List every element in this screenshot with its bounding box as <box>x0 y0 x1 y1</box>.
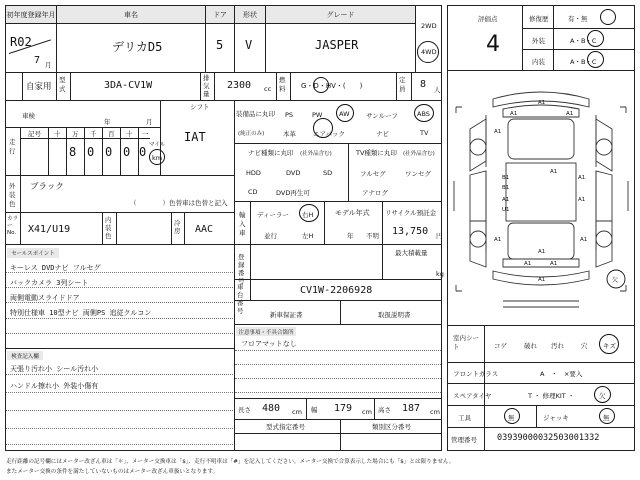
score-label: 評価点 <box>478 15 498 23</box>
navi-hdd: HDD <box>246 169 261 177</box>
footer-line-2: またメーター交換の条件を満たしていないものはメーター改ざん車扱いとなります。 <box>6 469 219 475</box>
shape-value: V <box>245 38 253 52</box>
equipment-abs: ABS <box>417 110 430 118</box>
mark-hood-left: A1 <box>510 111 518 117</box>
mark-door-fl: B1 <box>502 175 510 181</box>
mark-quarter-right: A1 <box>580 237 588 243</box>
glass-label: フロントガラス <box>453 370 499 378</box>
fuel-options: G・D・HV・( ) <box>301 82 363 90</box>
car-name: デリカD5 <box>112 40 163 54</box>
equipment-tv: TV <box>420 129 429 137</box>
spare-missing: 欠 <box>599 392 606 400</box>
navi-dvd: DVD <box>286 169 301 177</box>
unit-label-juu: 十 <box>126 130 133 138</box>
grade-header: グレード <box>266 6 415 23</box>
model-code: 3DA-CV1W <box>104 80 153 91</box>
displacement-unit: cc <box>264 85 272 93</box>
model-label: 型式 <box>59 76 66 93</box>
equipment-sublabel: (純正のみ) <box>238 131 265 137</box>
seat-opt-scratch: キズ <box>603 342 616 350</box>
mileage-digit-1: 8 <box>69 145 77 159</box>
exterior-label: 外装色 <box>9 182 16 208</box>
ac-value: AAC <box>195 224 214 235</box>
mark-door-fr: A1 <box>578 175 586 181</box>
mark-hood-right: A1 <box>566 111 574 117</box>
score-value: 4 <box>486 32 500 57</box>
navi-label: ナビ種類に丸印 <box>248 149 294 157</box>
sales-points-label: セールスポイント <box>7 248 59 258</box>
jack-value: 無 <box>603 414 610 422</box>
mark-rear-right: A1 <box>550 261 558 267</box>
import-parallel: 並行 <box>264 232 277 240</box>
manual: 取扱説明書 <box>378 311 411 319</box>
displacement-label: 排気量 <box>203 74 210 98</box>
exterior-color: ブラック <box>30 182 64 192</box>
inspection-month-unit: 月 <box>146 118 153 126</box>
use-type: 自家用 <box>26 82 52 92</box>
inspector-line-2: ハンドル擦れ小 外装小傷有 <box>10 382 99 390</box>
class-number-label: 類別区分番号 <box>372 423 411 431</box>
recycle-label: リサイクル預託金 <box>385 209 437 217</box>
repair-label: 修復歴 <box>529 15 549 23</box>
tv-suffix: (社外品含む) <box>403 151 435 157</box>
glass-options: A ・ ×要入 <box>540 370 583 378</box>
car-name-header: 車名 <box>57 6 205 23</box>
mark-rear-bumper: A1 <box>538 277 546 283</box>
length-value: 480 <box>262 403 281 414</box>
car-damage-diagram <box>448 71 634 325</box>
seat-opt-dirt: 汚れ <box>551 342 564 350</box>
capacity-label: 定員 <box>399 76 406 93</box>
chassis-value: CV1W-2206928 <box>300 285 373 296</box>
type-spec-label: 型式指定番号 <box>266 423 305 431</box>
mileage-unit-km: km <box>152 154 163 162</box>
int-grade-label: 内装 <box>532 58 545 66</box>
width-value: 179 <box>334 403 353 414</box>
unit-label-man: 万 <box>72 130 79 138</box>
mark-door-rl: A1 <box>502 197 510 203</box>
fuel-label: 燃料 <box>279 76 286 93</box>
unit-label-sen: 千 <box>90 130 97 138</box>
mark-sill-left: U1 <box>502 207 510 213</box>
mark-rear-left: A1 <box>524 261 532 267</box>
tools-value: 無 <box>508 414 515 422</box>
repair-none-circle <box>600 9 616 25</box>
width-label: 幅 <box>311 406 318 414</box>
equipment-navi: ナビ <box>376 130 389 138</box>
import-right: 右H <box>302 211 314 219</box>
ext-grade-options: A・B・C <box>570 37 597 45</box>
int-b-circle <box>587 51 604 68</box>
sales-line-3: 両側電動スライドドア <box>10 294 80 302</box>
import-left: 左H <box>302 232 314 240</box>
navi-dvd-play: DVD再生可 <box>276 189 310 197</box>
shift-label: シフト <box>190 103 210 111</box>
registration-label: 登録番号 <box>238 253 245 285</box>
ext-grade-label: 外装 <box>532 37 545 45</box>
mark-front-bumper: A1 <box>538 100 546 106</box>
length-label: 長さ <box>238 406 251 414</box>
inspection-label: 車検 <box>22 112 35 120</box>
load-label: 最大積載量 <box>395 249 428 257</box>
length-unit: cm <box>292 408 302 416</box>
tv-oneseg: ワンセグ <box>405 170 431 178</box>
seat-opt-tear: 破れ <box>524 342 537 350</box>
seat-opt-koge: コゲ <box>494 342 507 350</box>
sales-line-4: 特別仕様車 10型ナビ 両側PS 追従クルコン <box>10 309 152 317</box>
navi-suffix: (社外品含む) <box>300 151 332 157</box>
mileage-label: 走行 <box>9 138 16 155</box>
navi-cd: CD <box>248 188 258 196</box>
height-label: 高さ <box>378 406 391 414</box>
mileage-digit-5: 0 <box>139 145 147 159</box>
equipment-aw: AW <box>339 110 350 118</box>
mark-quarter-left: A1 <box>494 237 502 243</box>
transmission-value: IAT <box>184 130 206 144</box>
model-year-unit: 年 <box>347 232 354 240</box>
spare-label: スペアタイヤ <box>453 392 492 400</box>
mgmt-number: 03939000032503001332 <box>497 433 600 443</box>
recycle-unit: 円 <box>436 232 443 240</box>
import-dealer: ディーラー <box>257 211 289 219</box>
seat-label: 室内シート <box>453 334 479 351</box>
equipment-ps: PS <box>285 111 294 119</box>
ext-b-circle <box>587 30 604 47</box>
unit-label-sym: 記号 <box>28 130 41 138</box>
height-unit: cm <box>430 408 440 416</box>
spare-options: T ・ 修理KIT ・ <box>528 392 575 400</box>
mileage-digit-4: 0 <box>123 145 131 159</box>
mileage-digit-3: 0 <box>105 145 113 159</box>
tools-label: 工具 <box>458 414 471 422</box>
reg-year: R02 <box>10 35 32 49</box>
shape-header: 形状 <box>235 6 265 23</box>
drive-2wd: 2WD <box>421 22 437 30</box>
unit-label-ichi: 一 <box>142 130 149 138</box>
unit-label-ten-thousand-ten: 十 <box>54 130 61 138</box>
ac-label: 冷房 <box>174 219 181 235</box>
equipment-sunroof: サンルーフ <box>366 112 398 120</box>
interior-color-label: 内装色 <box>105 216 112 240</box>
reg-month-unit: 月 <box>45 61 52 69</box>
drive-4wd: 4WD <box>421 48 437 56</box>
load-unit: kg <box>436 270 444 278</box>
mileage-digit-2: 0 <box>87 145 95 159</box>
jack-label: ジャッキ <box>543 414 569 422</box>
equipment-pw: PW <box>312 111 323 119</box>
equipment-leather: 本革 <box>283 130 296 138</box>
color-no: X41/U19 <box>28 224 71 235</box>
color-no-label: カラーNo. <box>7 216 19 236</box>
seat-opt-hole: 穴 <box>581 342 588 350</box>
exterior-note: （ ）色替車は色替と記入 <box>130 199 228 207</box>
diagram-missing-tag: 欠 <box>612 277 619 284</box>
reg-date-header: 初年度登録年月 <box>6 6 56 23</box>
notes-line-1: フロアマットなし <box>241 340 297 348</box>
height-value: 187 <box>402 403 421 414</box>
equipment-airbag: エアバック <box>313 130 345 138</box>
unit-label-hyaku: 百 <box>108 130 115 138</box>
capacity: 8 <box>420 79 427 90</box>
chassis-label: 車台番号 <box>237 283 244 315</box>
mark-roof-front: A1 <box>550 169 558 175</box>
navi-sd: SD <box>323 169 333 177</box>
doors-header: ドア <box>206 6 234 23</box>
notes-label: 注意事項・不具合箇所 <box>236 327 296 336</box>
capacity-unit: 人 <box>434 86 441 94</box>
repair-options: 有・無 <box>568 15 588 23</box>
mark-door-fl-lower: B1 <box>502 185 510 191</box>
tv-label: TV種類に丸印 <box>356 149 397 157</box>
sales-line-1: キーレス DVDナビ フルセグ <box>10 264 101 272</box>
mgmt-label: 管理番号 <box>451 436 477 444</box>
equipment-label: 装備品に丸印 <box>236 110 275 118</box>
reg-month: 7 <box>34 55 41 66</box>
recycle-amount: 13,750 <box>392 226 429 237</box>
new-car-warranty: 新車保証書 <box>270 311 303 319</box>
mileage-unit-mile: マイル <box>149 142 166 148</box>
mark-door-rr: A1 <box>578 197 586 203</box>
displacement: 2300 <box>227 80 252 91</box>
int-grade-options: A・B・C <box>570 58 597 66</box>
footer-line-1: 走行距離の記号欄にはメーター改ざん車は「＊」、メーター交換車は「$」、走行不明車は「#」を記入してください。メーター交換で合算表示した場合にも「$」とは限りません。 <box>6 459 455 465</box>
model-year-label: モデル年式 <box>335 209 370 217</box>
sales-line-2: バックカメラ 3列シート <box>10 279 89 287</box>
import-label: 輸入車 <box>239 211 246 237</box>
doors-value: 5 <box>216 38 224 52</box>
width-unit: cm <box>362 408 372 416</box>
inspection-year-unit: 年 <box>104 118 111 126</box>
inspector-label: 検査記入欄 <box>7 351 43 360</box>
inspector-line-1: 天張り汚れ小 シール汚れ小 <box>10 365 99 373</box>
model-year-unknown: 不明 <box>366 232 379 240</box>
tv-fullseg: フルセグ <box>360 170 386 178</box>
mark-back-door: A1 <box>538 249 546 255</box>
mark-fender-left: A1 <box>494 129 502 135</box>
grade-value: JASPER <box>315 38 359 52</box>
tv-analog: アナログ <box>362 189 388 197</box>
